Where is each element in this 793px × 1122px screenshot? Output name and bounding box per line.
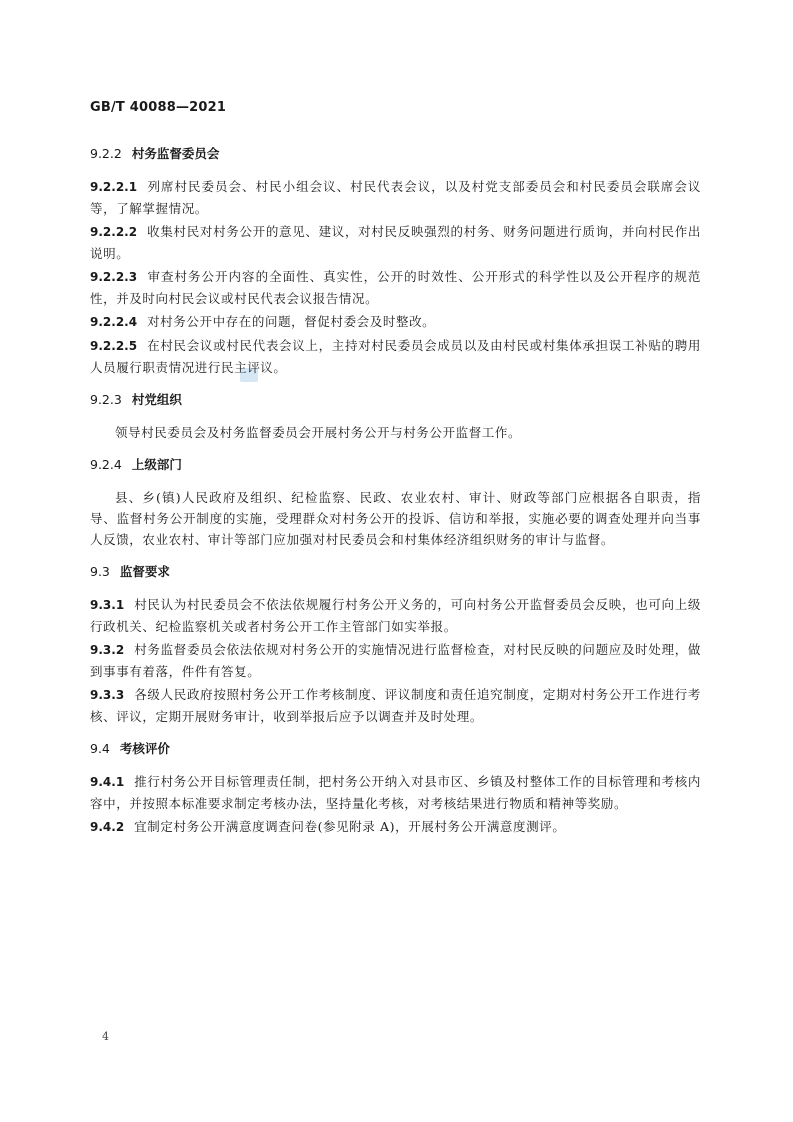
section-title: 村党组织 — [131, 392, 182, 407]
section-title: 上级部门 — [131, 457, 182, 472]
clause-text: 村务监督委员会依法依规对村务公开的实施情况进行监督检查，对村民反映的问题应及时处理，做到事事有着落，件件有答复。 — [90, 642, 701, 679]
clause-number: 9.3.3 — [90, 688, 125, 702]
clause-paragraph — [90, 639, 701, 682]
section-title: 监督要求 — [119, 564, 170, 579]
clause-text: 收集村民对村务公开的意见、建议，对村民反映强烈的村务、财务问题进行质询，并向村民作出说明。 — [90, 224, 701, 261]
clause-text: 宜制定村务公开满意度调查问卷(参见附录 A)，开展村务公开满意度测评。 — [134, 819, 566, 834]
clause-text: 列席村民委员会、村民小组会议、村民代表会议，以及村党支部委员会和村民委员会联席会议等，了解掌握情况。 — [90, 179, 701, 216]
clause-number: 9.3.2 — [90, 643, 125, 657]
clause-paragraph — [90, 594, 701, 637]
clause-paragraph — [90, 771, 701, 814]
clause-text: 对村务公开中存在的问题，督促村委会及时整改。 — [147, 314, 436, 329]
clause-paragraph — [90, 266, 701, 309]
body-paragraph: 领导村民委员会及村务监督委员会开展村务公开与村务公开监督工作。 — [115, 425, 522, 440]
section-title: 考核评价 — [119, 741, 170, 756]
clause-paragraph — [90, 221, 701, 264]
clause-paragraph — [90, 816, 701, 838]
clause-text: 在村民会议或村民代表会议上，主持对村民委员会成员以及由村民或村集体承担误工补贴的聘用人员履行职责情况进行民主评议。 — [90, 338, 701, 375]
clause-number: 9.2.2.2 — [90, 225, 138, 239]
body-paragraph: 县、乡(镇)人民政府及组织、纪检监察、民政、农业农村、审计、财政等部门应根据各自职责，指导、监督村务公开制度的实施，受理群众对村务公开的投诉、信访和举报，实施必要的调查处理并向当事人反馈，农业农村、审计等部门应加强对村民委员会和村集体经济组织财务的审计与监督。 — [90, 490, 701, 547]
document-body — [90, 144, 701, 840]
clause-text: 审查村务公开内容的全面性、真实性，公开的时效性、公开形式的科学性以及公开程序的规范性，并及时向村民会议或村民代表会议报告情况。 — [90, 269, 701, 306]
section-number: 9.2.2 — [90, 146, 122, 161]
clause-number: 9.2.2.3 — [90, 270, 138, 284]
clause-number: 9.4.2 — [90, 820, 125, 834]
section-heading — [90, 562, 701, 582]
clause-paragraph — [90, 311, 701, 333]
section-heading — [90, 739, 701, 759]
section-number: 9.3 — [90, 564, 110, 579]
clause-paragraph — [90, 335, 701, 378]
section-number: 9.2.3 — [90, 392, 122, 407]
section-heading — [90, 144, 701, 164]
clause-number: 9.4.1 — [90, 775, 125, 789]
clause-number: 9.2.2.4 — [90, 315, 138, 329]
clause-number: 9.2.2.5 — [90, 339, 138, 353]
section-number: 9.4 — [90, 741, 110, 756]
clause-number: 9.2.2.1 — [90, 180, 138, 194]
section-number: 9.2.4 — [90, 457, 122, 472]
clause-paragraph — [90, 176, 701, 219]
page-number: 4 — [102, 1030, 109, 1043]
section-heading — [90, 390, 701, 410]
standard-id: GB/T 40088—2021 — [90, 100, 227, 115]
section-title: 村务监督委员会 — [131, 146, 220, 161]
clause-text: 村民认为村民委员会不依法依规履行村务公开义务的，可向村务公开监督委员会反映，也可向上级行政机关、纪检监察机关或者村务公开工作主管部门如实举报。 — [90, 597, 701, 634]
clause-paragraph — [90, 684, 701, 727]
clause-text: 各级人民政府按照村务公开工作考核制度、评议制度和责任追究制度，定期对村务公开工作进行考核、评议，定期开展财务审计，收到举报后应予以调查并及时处理。 — [90, 687, 701, 724]
clause-number: 9.3.1 — [90, 598, 125, 612]
section-heading — [90, 455, 701, 475]
clause-text: 推行村务公开目标管理责任制，把村务公开纳入对县市区、乡镇及村整体工作的目标管理和考核内容中，并按照本标准要求制定考核办法，坚持量化考核，对考核结果进行物质和精神等奖励。 — [90, 774, 701, 811]
